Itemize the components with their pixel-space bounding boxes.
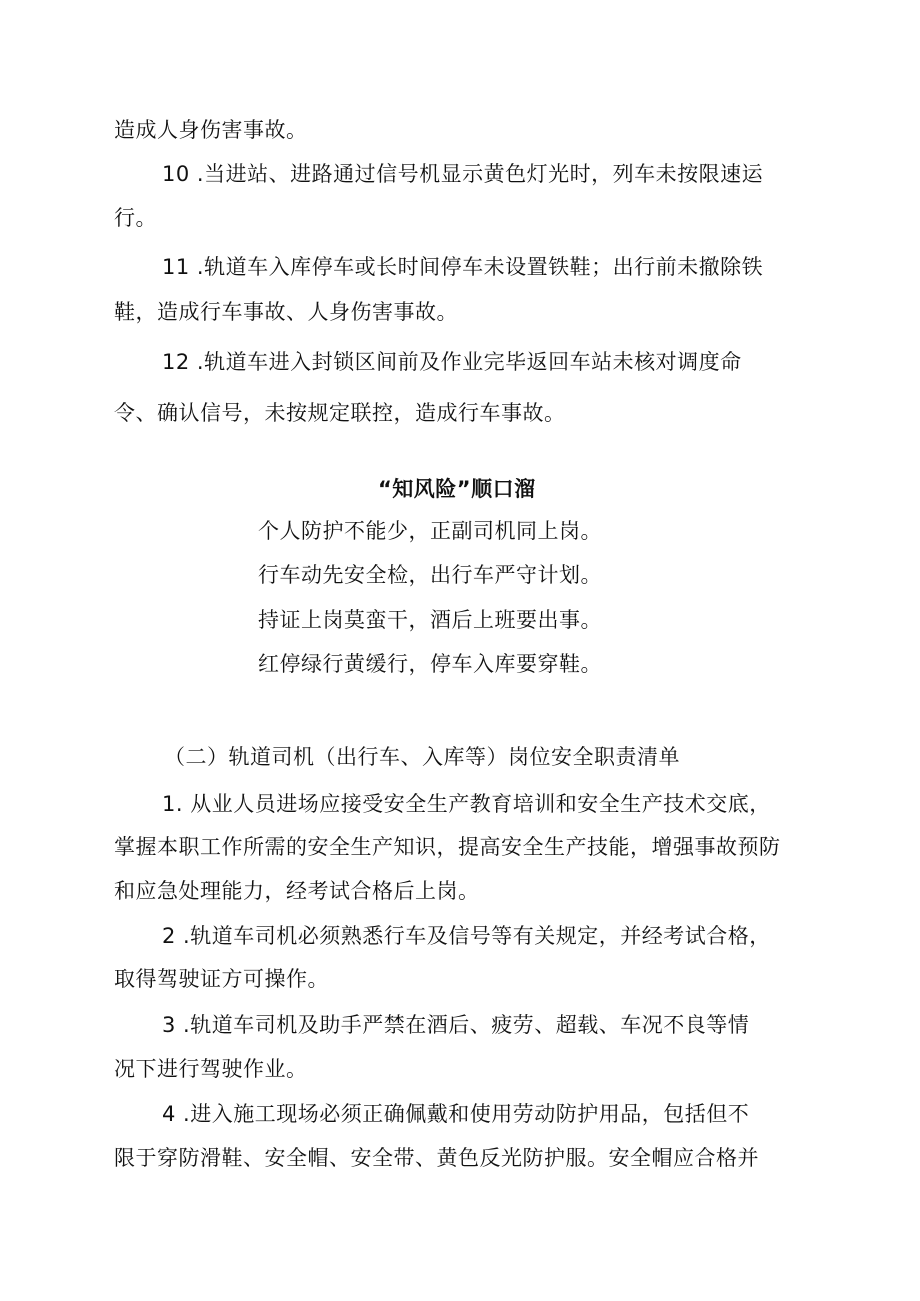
rhyme-title: “知风险”顺口溜 <box>378 477 536 501</box>
duty-item-2-line-2: 取得驾驶证方可操作。 <box>114 967 329 991</box>
hazard-item-11-line-1: 11 .轨道车入库停车或长时间停车未设置铁鞋；出行前未撤除铁 <box>162 255 764 279</box>
duty-item-2-line-1: 2 .轨道车司机必须熟悉行车及信号等有关规定，并经考试合格， <box>162 924 771 948</box>
hazard-item-10-line-2: 行。 <box>114 206 157 230</box>
hazard-item-12-line-2: 令、确认信号，未按规定联控，造成行车事故。 <box>114 401 566 425</box>
rhyme-line-3: 持证上岗莫蛮干，酒后上班要出事。 <box>258 608 602 632</box>
duty-item-3-line-2: 况下进行驾驶作业。 <box>114 1057 308 1081</box>
duty-item-4-line-2: 限于穿防滑鞋、安全帽、安全带、黄色反光防护服。安全帽应合格并 <box>114 1146 759 1170</box>
duty-item-4-line-1: 4 .进入施工现场必须正确佩戴和使用劳动防护用品，包括但不 <box>162 1102 750 1126</box>
duties-section-heading: （二）轨道司机（出行车、入库等）岗位安全职责清单 <box>164 745 680 769</box>
duty-item-3-line-1: 3 .轨道车司机及助手严禁在酒后、疲劳、超载、车况不良等情 <box>162 1013 750 1037</box>
hazard-item-12-line-1: 12 .轨道车进入封锁区间前及作业完毕返回车站未核对调度命 <box>162 350 742 374</box>
rhyme-line-4: 红停绿行黄缓行，停车入库要穿鞋。 <box>258 652 602 676</box>
hazard-item-11-line-2: 鞋，造成行车事故、人身伤害事故。 <box>114 300 458 324</box>
duty-item-1-line-2: 掌握本职工作所需的安全生产知识，提高安全生产技能，增强事故预防 <box>114 835 781 859</box>
hazard-item-9-tail: 造成人身伤害事故。 <box>114 118 308 142</box>
duty-item-1-line-1: 1. 从业人员进场应接受安全生产教育培训和安全生产技术交底， <box>162 792 771 816</box>
rhyme-line-2: 行车动先安全检，出行车严守计划。 <box>258 563 602 587</box>
rhyme-line-1: 个人防护不能少，正副司机同上岗。 <box>258 519 602 543</box>
hazard-item-10-line-1: 10 .当进站、进路通过信号机显示黄色灯光时，列车未按限速运 <box>162 162 764 186</box>
duty-item-1-line-3: 和应急处理能力，经考试合格后上岗。 <box>114 879 480 903</box>
